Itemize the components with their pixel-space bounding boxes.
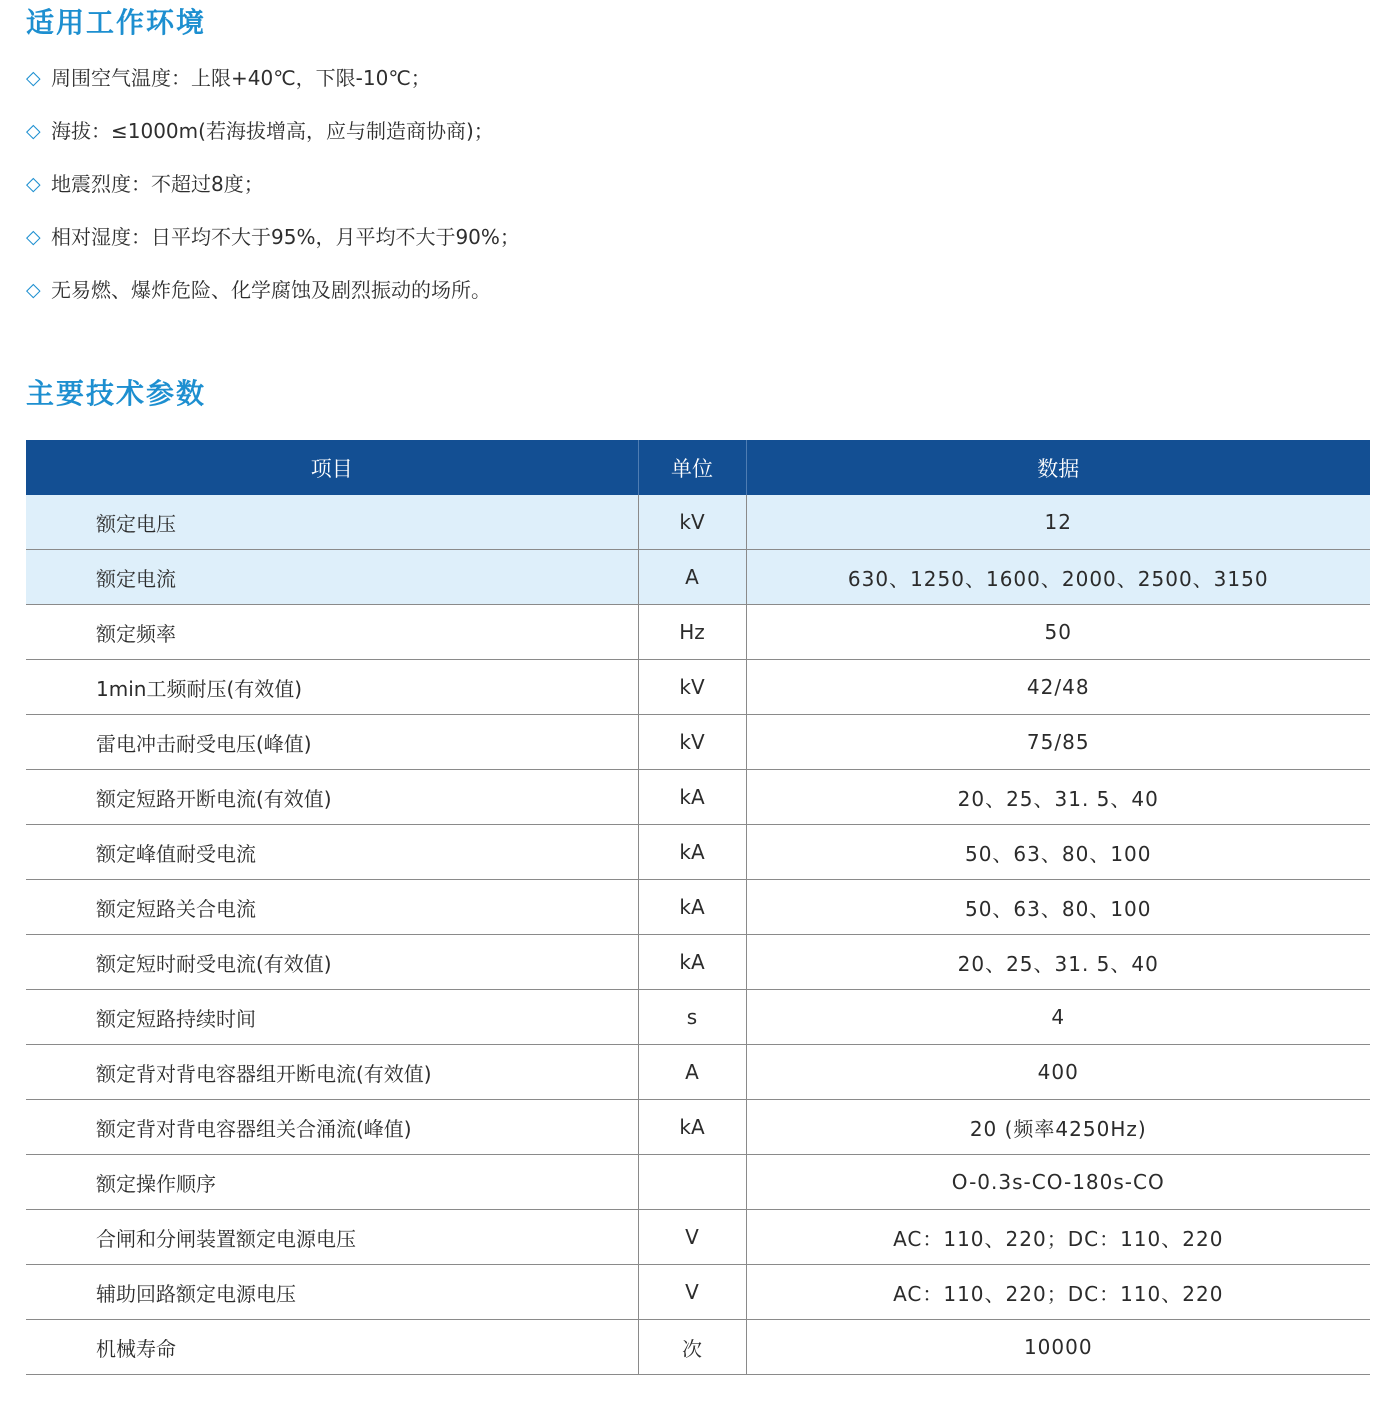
row-item: 额定短时耐受电流(有效值) bbox=[26, 935, 638, 990]
row-data: 10000 bbox=[746, 1320, 1370, 1375]
row-item: 额定短路持续时间 bbox=[26, 990, 638, 1045]
row-unit: kV bbox=[638, 495, 746, 550]
diamond-bullet-icon: ◇ bbox=[26, 279, 41, 301]
row-unit: A bbox=[638, 550, 746, 605]
row-unit: kA bbox=[638, 880, 746, 935]
table-row bbox=[26, 605, 1370, 660]
row-unit: 次 bbox=[638, 1320, 746, 1375]
row-data: 630、1250、1600、2000、2500、3150 bbox=[746, 550, 1370, 605]
table-row bbox=[26, 1320, 1370, 1375]
diamond-bullet-icon: ◇ bbox=[26, 226, 41, 248]
row-item: 额定电压 bbox=[26, 495, 638, 550]
row-item: 额定背对背电容器组关合涌流(峰值) bbox=[26, 1100, 638, 1155]
row-data: 20 (频率4250Hz) bbox=[746, 1100, 1370, 1155]
table-row bbox=[26, 495, 1370, 550]
table-row bbox=[26, 550, 1370, 605]
table-row bbox=[26, 770, 1370, 825]
row-unit: kV bbox=[638, 715, 746, 770]
row-data: 20、25、31. 5、40 bbox=[746, 935, 1370, 990]
table-row bbox=[26, 660, 1370, 715]
row-unit: V bbox=[638, 1265, 746, 1320]
table-row bbox=[26, 935, 1370, 990]
diamond-bullet-icon: ◇ bbox=[26, 120, 41, 142]
header-row bbox=[26, 440, 1370, 495]
table-row bbox=[26, 715, 1370, 770]
row-data: 50 bbox=[746, 605, 1370, 660]
row-unit bbox=[638, 1155, 746, 1210]
row-unit: kA bbox=[638, 825, 746, 880]
row-item: 合闸和分闸装置额定电源电压 bbox=[26, 1210, 638, 1265]
environment-item bbox=[26, 60, 520, 113]
row-data: 20、25、31. 5、40 bbox=[746, 770, 1370, 825]
table-row bbox=[26, 1265, 1370, 1320]
row-item: 额定短路开断电流(有效值) bbox=[26, 770, 638, 825]
row-unit: kV bbox=[638, 660, 746, 715]
row-data: 50、63、80、100 bbox=[746, 825, 1370, 880]
specs-section-title: 主要技术参数 bbox=[26, 377, 207, 410]
specs-table-header bbox=[26, 440, 1370, 495]
row-data: 12 bbox=[746, 495, 1370, 550]
row-item: 额定操作顺序 bbox=[26, 1155, 638, 1210]
row-unit: V bbox=[638, 1210, 746, 1265]
row-item: 额定峰值耐受电流 bbox=[26, 825, 638, 880]
environment-item-text: 无易燃、爆炸危险、化学腐蚀及剧烈振动的场所。 bbox=[51, 278, 491, 302]
environment-item-text: 相对湿度：日平均不大于95%，月平均不大于90%； bbox=[51, 225, 520, 249]
row-data: 50、63、80、100 bbox=[746, 880, 1370, 935]
environment-item-text: 周围空气温度：上限+40℃，下限-10℃； bbox=[51, 66, 431, 90]
environment-list bbox=[26, 60, 520, 325]
row-item: 机械寿命 bbox=[26, 1320, 638, 1375]
environment-item-text: 地震烈度：不超过8度； bbox=[51, 172, 264, 196]
table-row bbox=[26, 1210, 1370, 1265]
row-data: 42/48 bbox=[746, 660, 1370, 715]
diamond-bullet-icon: ◇ bbox=[26, 173, 41, 195]
row-item: 额定电流 bbox=[26, 550, 638, 605]
environment-section-title: 适用工作环境 bbox=[26, 6, 207, 39]
diamond-bullet-icon: ◇ bbox=[26, 67, 41, 89]
header-unit: 单位 bbox=[638, 440, 746, 495]
header-data: 数据 bbox=[746, 440, 1370, 495]
row-unit: A bbox=[638, 1045, 746, 1100]
row-data: AC：110、220；DC：110、220 bbox=[746, 1210, 1370, 1265]
row-unit: kA bbox=[638, 1100, 746, 1155]
table-row bbox=[26, 990, 1370, 1045]
table-row bbox=[26, 825, 1370, 880]
environment-item bbox=[26, 272, 520, 325]
row-data: 75/85 bbox=[746, 715, 1370, 770]
row-data: 400 bbox=[746, 1045, 1370, 1100]
row-item: 雷电冲击耐受电压(峰值) bbox=[26, 715, 638, 770]
table-row bbox=[26, 1100, 1370, 1155]
table-row bbox=[26, 1045, 1370, 1100]
specs-table-body bbox=[26, 495, 1370, 1375]
row-data: AC：110、220；DC：110、220 bbox=[746, 1265, 1370, 1320]
specs-table bbox=[26, 440, 1370, 1375]
environment-item-text: 海拔：≤1000m(若海拔增高，应与制造商协商)； bbox=[51, 119, 494, 143]
header-item: 项目 bbox=[26, 440, 638, 495]
row-unit: Hz bbox=[638, 605, 746, 660]
row-item: 辅助回路额定电源电压 bbox=[26, 1265, 638, 1320]
row-item: 额定频率 bbox=[26, 605, 638, 660]
row-unit: kA bbox=[638, 770, 746, 825]
row-unit: s bbox=[638, 990, 746, 1045]
environment-item bbox=[26, 166, 520, 219]
environment-item bbox=[26, 113, 520, 166]
row-item: 1min工频耐压(有效值) bbox=[26, 660, 638, 715]
row-item: 额定短路关合电流 bbox=[26, 880, 638, 935]
row-data: 4 bbox=[746, 990, 1370, 1045]
environment-item bbox=[26, 219, 520, 272]
table-row bbox=[26, 880, 1370, 935]
row-data: O-0.3s-CO-180s-CO bbox=[746, 1155, 1370, 1210]
row-unit: kA bbox=[638, 935, 746, 990]
row-item: 额定背对背电容器组开断电流(有效值) bbox=[26, 1045, 638, 1100]
table-row bbox=[26, 1155, 1370, 1210]
